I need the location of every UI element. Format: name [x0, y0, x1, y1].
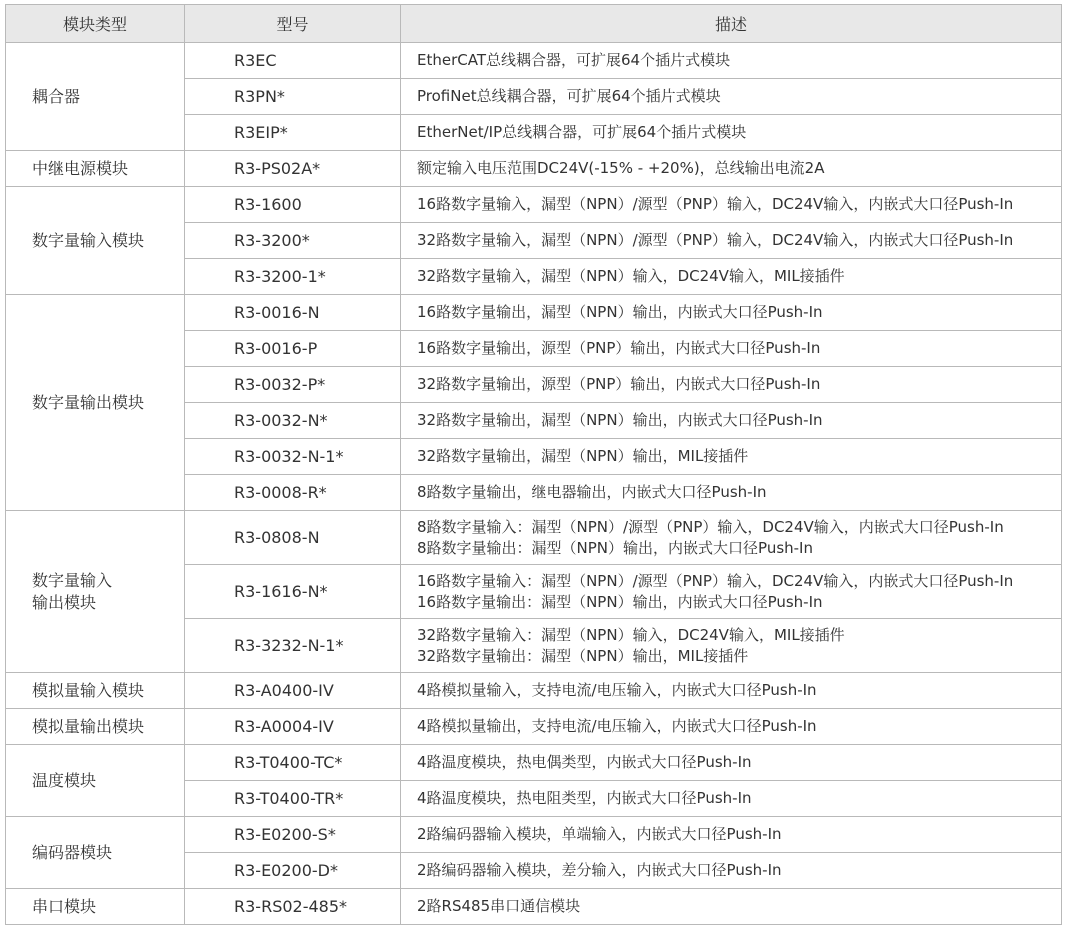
description-line: 16路数字量输入，漏型（NPN）/源型（PNP）输入，DC24V输入，内嵌式大口径Push-In [417, 195, 1014, 213]
description-line: EtherCAT总线耦合器，可扩展64个插片式模块 [417, 51, 731, 69]
description-cell [401, 187, 1062, 223]
module-type-cell [6, 151, 185, 187]
module-type-cell [6, 817, 185, 889]
table-row [6, 709, 1062, 745]
description-line: 额定输入电压范围DC24V(-15% - +20%)，总线输出电流2A [417, 159, 825, 177]
description-line: 32路数字量输入，漏型（NPN）输入，DC24V输入，MIL接插件 [417, 267, 845, 285]
module-type-cell [6, 889, 185, 925]
module-type-label: 数字量输入模块 [32, 230, 145, 250]
model-cell: R3-0016-P [185, 331, 401, 367]
description-line: 4路温度模块，热电阻类型，内嵌式大口径Push-In [417, 789, 752, 807]
table-header-row [6, 5, 1062, 43]
module-type-cell [6, 511, 185, 673]
description-cell [401, 673, 1062, 709]
module-type-label: 中继电源模块 [32, 158, 129, 178]
module-type-label: 编码器模块 [32, 842, 113, 862]
model-cell: R3-E0200-D* [185, 853, 401, 889]
description-line: 2路编码器输入模块，单端输入，内嵌式大口径Push-In [417, 825, 782, 843]
table-row [6, 817, 1062, 853]
model-cell: R3-0032-N-1* [185, 439, 401, 475]
module-type-cell [6, 187, 185, 295]
model-cell: R3EC [185, 43, 401, 79]
description-cell [401, 565, 1062, 619]
description-cell [401, 709, 1062, 745]
model-cell: R3-RS02-485* [185, 889, 401, 925]
model-cell: R3-0016-N [185, 295, 401, 331]
description-cell [401, 79, 1062, 115]
model-cell: R3EIP* [185, 115, 401, 151]
description-line: 8路数字量输入：漏型（NPN）/源型（PNP）输入，DC24V输入，内嵌式大口径Push-In [417, 517, 1004, 536]
description-line: 4路模拟量输入，支持电流/电压输入，内嵌式大口径Push-In [417, 681, 817, 699]
table-row [6, 295, 1062, 331]
table-header-module-type: 模块类型 [6, 5, 185, 43]
model-cell: R3-A0400-IV [185, 673, 401, 709]
description-cell [401, 745, 1062, 781]
description-cell [401, 151, 1062, 187]
module-type-cell [6, 709, 185, 745]
description-line: 16路数字量输入：漏型（NPN）/源型（PNP）输入，DC24V输入，内嵌式大口径Push-In [417, 571, 1014, 590]
model-cell: R3-0032-N* [185, 403, 401, 439]
description-cell [401, 43, 1062, 79]
model-cell: R3-1600 [185, 187, 401, 223]
description-line: 2路编码器输入模块，差分输入，内嵌式大口径Push-In [417, 861, 782, 879]
description-cell [401, 367, 1062, 403]
model-cell: R3-T0400-TR* [185, 781, 401, 817]
description-cell [401, 115, 1062, 151]
model-cell: R3-1616-N* [185, 565, 401, 619]
model-cell: R3PN* [185, 79, 401, 115]
module-type-label: 耦合器 [32, 86, 81, 106]
description-line: 16路数字量输出，源型（PNP）输出，内嵌式大口径Push-In [417, 339, 821, 357]
description-cell [401, 295, 1062, 331]
description-line: 32路数字量输入：漏型（NPN）输入，DC24V输入，MIL接插件 [417, 625, 845, 644]
table-row [6, 43, 1062, 79]
description-cell [401, 439, 1062, 475]
model-cell: R3-A0004-IV [185, 709, 401, 745]
module-type-label: 数字量输出模块 [32, 392, 145, 412]
module-type-cell [6, 43, 185, 151]
module-type-label: 温度模块 [32, 770, 97, 790]
description-cell [401, 817, 1062, 853]
description-cell [401, 259, 1062, 295]
description-line: 8路数字量输出，继电器输出，内嵌式大口径Push-In [417, 483, 767, 501]
description-line: 32路数字量输出，漏型（NPN）输出，MIL接插件 [417, 447, 749, 465]
description-line: EtherNet/IP总线耦合器，可扩展64个插片式模块 [417, 123, 747, 141]
module-type-label-line: 输出模块 [32, 592, 97, 612]
description-line: 32路数字量输出：漏型（NPN）输出，MIL接插件 [417, 646, 749, 665]
module-type-cell [6, 295, 185, 511]
model-cell: R3-3200-1* [185, 259, 401, 295]
model-cell: R3-3200* [185, 223, 401, 259]
module-type-label: 串口模块 [32, 896, 97, 916]
description-line: 2路RS485串口通信模块 [417, 897, 581, 915]
table-header-model: 型号 [185, 5, 401, 43]
description-cell [401, 853, 1062, 889]
module-type-label-line: 数字量输入 [32, 570, 113, 590]
model-cell: R3-0808-N [185, 511, 401, 565]
description-line: 32路数字量输出，源型（PNP）输出，内嵌式大口径Push-In [417, 375, 821, 393]
description-cell [401, 475, 1062, 511]
description-line: 4路模拟量输出，支持电流/电压输入，内嵌式大口径Push-In [417, 717, 817, 735]
description-cell [401, 781, 1062, 817]
description-cell [401, 889, 1062, 925]
description-line: 32路数字量输入，漏型（NPN）/源型（PNP）输入，DC24V输入，内嵌式大口径Push-In [417, 231, 1014, 249]
description-cell [401, 619, 1062, 673]
table-header-description: 描述 [401, 5, 1062, 43]
table-row [6, 889, 1062, 925]
description-cell [401, 511, 1062, 565]
model-cell: R3-E0200-S* [185, 817, 401, 853]
module-type-cell [6, 745, 185, 817]
model-cell: R3-T0400-TC* [185, 745, 401, 781]
table-row [6, 511, 1062, 565]
model-cell: R3-0008-R* [185, 475, 401, 511]
description-line: 32路数字量输出，漏型（NPN）输出，内嵌式大口径Push-In [417, 411, 823, 429]
module-type-cell [6, 673, 185, 709]
model-cell: R3-3232-N-1* [185, 619, 401, 673]
description-line: 16路数字量输出，漏型（NPN）输出，内嵌式大口径Push-In [417, 303, 823, 321]
module-table-container [5, 4, 1062, 925]
module-type-label: 模拟量输入模块 [32, 680, 145, 700]
description-cell [401, 403, 1062, 439]
table-row [6, 673, 1062, 709]
description-cell [401, 223, 1062, 259]
model-cell: R3-0032-P* [185, 367, 401, 403]
description-line: ProfiNet总线耦合器，可扩展64个插片式模块 [417, 87, 721, 105]
description-cell [401, 331, 1062, 367]
model-cell: R3-PS02A* [185, 151, 401, 187]
module-table [5, 4, 1062, 925]
description-line: 4路温度模块，热电偶类型，内嵌式大口径Push-In [417, 753, 752, 771]
table-row [6, 745, 1062, 781]
table-row [6, 187, 1062, 223]
table-row [6, 151, 1062, 187]
module-type-label: 模拟量输出模块 [32, 716, 145, 736]
description-line: 16路数字量输出：漏型（NPN）输出，内嵌式大口径Push-In [417, 592, 823, 611]
description-line: 8路数字量输出：漏型（NPN）输出，内嵌式大口径Push-In [417, 538, 813, 557]
